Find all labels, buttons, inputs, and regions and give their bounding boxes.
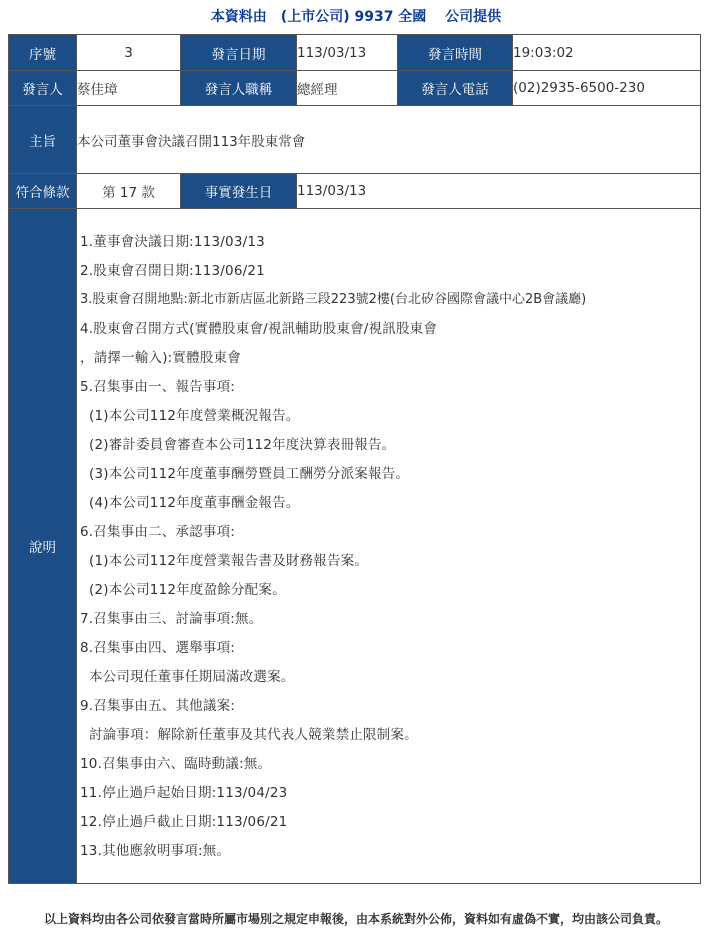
description-label: 說明: [9, 209, 77, 884]
row-subject: [9, 106, 701, 174]
description-line: 11.停止過戶起始日期:113/04/23: [80, 785, 288, 801]
speaker-phone-label: 發言人電話: [398, 71, 513, 106]
speaker-label: 發言人: [9, 71, 77, 106]
description-line: 4.股東會召開方式(實體股東會/視訊輔助股東會/視訊股東會: [80, 321, 438, 337]
description-line: 9.召集事由五、其他議案:: [80, 698, 236, 714]
speaker-title-value: 總經理: [297, 71, 398, 106]
description-line: 3.股東會召開地點:新北市新店區北新路三段223號2樓(台北矽谷國際會議中心2B會議廳): [80, 292, 587, 307]
row-clause: [9, 174, 701, 209]
time-label: 發言時間: [398, 35, 513, 71]
description-line: 討論事項：解除新任董事及其代表人競業禁止限制案。: [80, 727, 418, 743]
clause-value: 第 17 款: [77, 174, 181, 209]
description-line: (2)審計委員會審查本公司112年度決算表冊報告。: [80, 437, 396, 453]
description-line: (3)本公司112年度董事酬勞暨員工酬勞分派案報告。: [80, 466, 410, 482]
description-line: 本公司現任董事任期屆滿改選案。: [80, 669, 295, 685]
description-line: (2)本公司112年度盈餘分配案。: [80, 582, 286, 598]
description-body: [77, 209, 700, 868]
description-line: 5.召集事由一、報告事項:: [80, 379, 236, 395]
row-basic-info: [9, 35, 701, 71]
date-label: 發言日期: [181, 35, 297, 71]
description-line: (1)本公司112年度營業概況報告。: [80, 408, 300, 424]
description-line: (1)本公司112年度營業報告書及財務報告案。: [80, 553, 368, 569]
description-line: 12.停止過戶截止日期:113/06/21: [80, 814, 288, 830]
description-line: 6.召集事由二、承認事項:: [80, 524, 236, 540]
clause-label: 符合條款: [9, 174, 77, 209]
subject-label: 主旨: [9, 106, 77, 174]
time-value: 19:03:02: [513, 35, 701, 71]
date-value: 113/03/13: [297, 35, 398, 71]
description-line: 13.其他應敘明事項:無。: [80, 843, 231, 859]
event-date-label: 事實發生日: [181, 174, 297, 209]
subject-value: 本公司董事會決議召開113年股東常會: [77, 106, 701, 174]
description-line: 10.召集事由六、臨時動議:無。: [80, 756, 272, 772]
description-line: ，請擇一輸入):實體股東會: [80, 350, 241, 366]
speaker-phone-value: (02)2935-6500-230: [513, 71, 701, 106]
row-speaker-info: [9, 71, 701, 106]
description-line: 8.召集事由四、選舉事項:: [80, 640, 236, 656]
speaker-title-label: 發言人職稱: [181, 71, 297, 106]
seq-label: 序號: [9, 35, 77, 71]
announcement-table: [8, 34, 701, 884]
description-line: (4)本公司112年度董事酬金報告。: [80, 495, 300, 511]
event-date-value: 113/03/13: [297, 174, 701, 209]
speaker-value: 蔡佳璋: [77, 71, 181, 106]
description-line: 7.召集事由三、討論事項:無。: [80, 611, 263, 627]
seq-value: 3: [77, 35, 181, 71]
description-cell: [77, 209, 701, 884]
description-line: 2.股東會召開日期:113/06/21: [80, 263, 265, 279]
row-description: [9, 209, 701, 884]
disclaimer-footer: 以上資料均由各公司依發言當時所屬市場別之規定申報後，由本系統對外公佈，資料如有虛偽不實，均由該公司負責。: [43, 912, 668, 926]
source-header: 本資料由 (上市公司) 9937 全國 公司提供: [210, 9, 502, 25]
description-line: 1.董事會決議日期:113/03/13: [80, 234, 265, 250]
